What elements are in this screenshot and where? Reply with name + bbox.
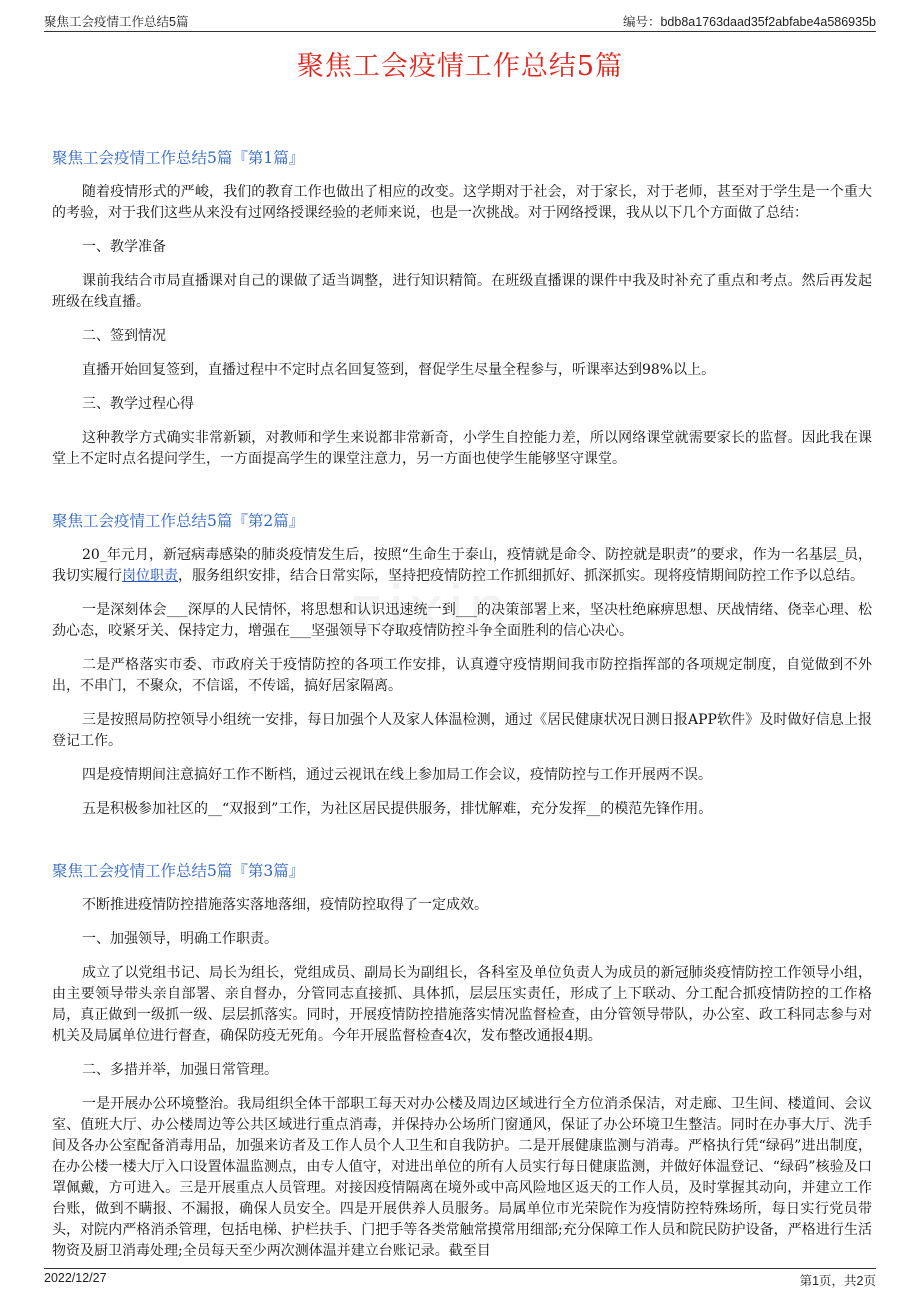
paragraph: 四是疫情期间注意搞好工作不断档，通过云视讯在线上参加局工作会议，疫情防控与工作开展两不误。 (82, 767, 712, 783)
paragraph: 一是深刻体会___深厚的人民情怀，将思想和认识迅速统一到___的决策部署上来，坚决杜绝麻痹思想、厌战情绪、侥幸心理、松劲心态，咬紧牙关、保持定力，增强在___坚强领导下夺取疫情防控斗争全面胜利的信心决心。 (52, 602, 872, 639)
document-body (52, 146, 872, 1275)
paragraph: 不断推进疫情防控措施落实落地落细，疫情防控取得了一定成效。 (82, 897, 488, 913)
section-1-heading: 聚焦工会疫情工作总结5篇『第1篇』 (52, 149, 305, 167)
paragraph: 随着疫情形式的严峻，我们的教育工作也做出了相应的改变。这学期对于社会，对于家长，对于老师，甚至对于学生是一个重大的考验，对于我们这些从来没有过网络授课经验的老师来说，也是一次挑战。对于网络授课，我从以下几个方面做了总结： (52, 184, 872, 221)
header-doc-id: 编号：bdb8a1763daad35f2abfabe4a586935b (622, 15, 876, 29)
paragraph: 三是按照局防控领导小组统一安排，每日加强个人及家人体温检测，通过《居民健康状况日测日报APP软件》及时做好信息上报登记工作。 (52, 712, 872, 749)
document-title: 聚焦工会疫情工作总结5篇 (296, 51, 624, 82)
paragraph-text: 20_年元月，新冠病毒感染的肺炎疫情发生后，按照“生命生于泰山，疫情就是命令、防控就是职责”的要求，作为一名基层_员，我切实履行 (52, 547, 872, 584)
paragraph: 一是开展办公环境整治。我局组织全体干部职工每天对办公楼及周边区域进行全方位消杀保洁，对走廊、卫生间、楼道间、会议室、值班大厅、办公楼周边等公共区域进行重点消毒，并保持办公场所门窗通风，保证了办公环境卫生整洁。同时在办事大厅、洗手间及各办公室配备消毒用品，加强来访者及工作人员个人卫生和自我防护。二是开展健康监测与消毒。严格执行凭“绿码”进出制度，在办公楼一楼大厅入口设置体温监测点，由专人值守，对进出单位的所有人员实行每日健康监测，并做好体温登记、“绿码”核验及口罩佩戴，方可进入。三是开展重点人员管理。对接因疫情隔离在境外或中高风险地区返天的工作人员，及时掌握其动向，并建立工作台账，做到不瞒报、不漏报，确保人员安全。四是开展供养人员服务。局属单位市光荣院作为疫情防控特殊场所，每日实行党员带头，对院内严格消杀管理，包括电梯、护栏扶手、门把手等各类常触常摸常用细部;充分保障工作人员和院民防护设备，严格进行生活物资及厨卫消毒处理;全员每天至少两次测体温并建立台账记录。截至目 (52, 1096, 872, 1259)
job-duty-link[interactable]: 岗位职责 (122, 568, 178, 584)
paragraph: 成立了以党组书记、局长为组长，党组成员、副局长为副组长，各科室及单位负责人为成员的新冠肺炎疫情防控工作领导小组，由主要领导带头亲自部署、亲自督办，分管同志直接抓、具体抓，层层压实责任，形成了上下联动、分工配合抓疫情防控的工作格局，真正做到一级抓一级、层层抓落实。同时，开展疫情防控措施落实情况监督检查，由分管领导带队，办公室、政工科同志参与对机关及局属单位进行督查，确保防疫无死角。今年开展监督检查4次，发布整改通报4期。 (52, 965, 872, 1044)
watermark: zixin (350, 571, 513, 645)
page-footer (44, 1268, 876, 1289)
paragraph: 课前我结合市局直播课对自己的课做了适当调整，进行知识精简。在班级直播课的课件中我及时补充了重点和考点。然后再发起班级在线直播。 (52, 273, 872, 310)
section-2-heading: 聚焦工会疫情工作总结5篇『第2篇』 (52, 512, 305, 530)
section-3-heading: 聚焦工会疫情工作总结5篇『第3篇』 (52, 862, 305, 880)
paragraph: 五是积极参加社区的__“双报到”工作，为社区居民提供服务，排忧解难，充分发挥__的模范先锋作用。 (82, 801, 713, 817)
paragraph: 这种教学方式确实非常新颖，对教师和学生来说都非常新奇，小学生自控能力差，所以网络课堂就需要家长的监督。因此我在课堂上不定时点名提问学生，一方面提高学生的课堂注意力，另一方面也使学生能够坚守课堂。 (52, 430, 872, 467)
paragraph-text: ，服务组织安排，结合日常实际，坚持把疫情防控工作抓细抓好、抓深抓实。现将疫情期间防控工作予以总结。 (178, 568, 864, 584)
paragraph: 二是严格落实市委、市政府关于疫情防控的各项工作安排，认真遵守疫情期间我市防控指挥部的各项规定制度，自觉做到不外出，不串门，不聚众，不信谣，不传谣，搞好居家隔离。 (52, 657, 872, 694)
footer-date: 2022/12/27 (44, 1271, 107, 1285)
subheading: 二、多措并举，加强日常管理。 (82, 1062, 278, 1078)
subheading: 二、签到情况 (82, 328, 166, 344)
subheading: 三、教学过程心得 (82, 396, 194, 412)
footer-page-number: 第1页，共2页 (799, 1274, 876, 1288)
subheading: 一、加强领导，明确工作职责。 (82, 931, 278, 947)
paragraph (52, 545, 872, 587)
paragraph: 直播开始回复签到，直播过程中不定时点名回复签到，督促学生尽量全程参与，听课率达到98%以上。 (82, 362, 716, 378)
page-header (44, 10, 876, 32)
header-doc-title: 聚焦工会疫情工作总结5篇 (44, 15, 189, 29)
subheading: 一、教学准备 (82, 239, 166, 255)
